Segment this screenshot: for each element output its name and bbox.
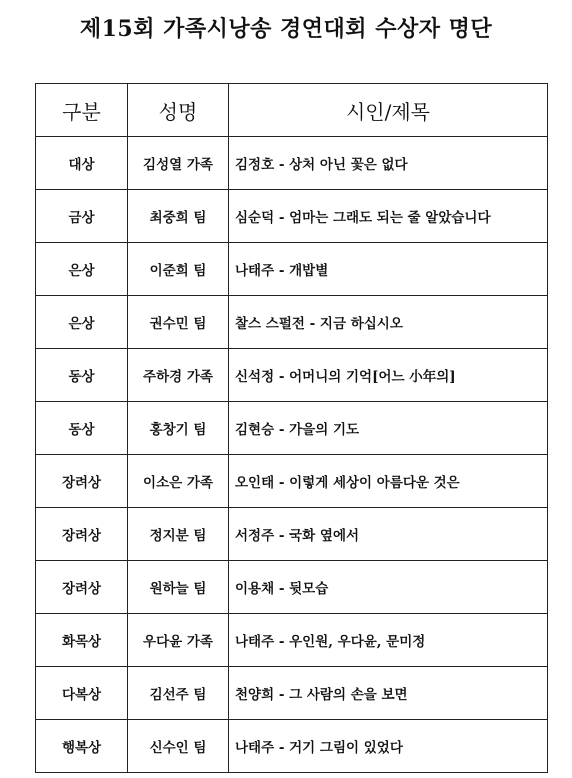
header-category: 구분 [36,84,128,137]
poem-title: 김정호 - 상처 아닌 꽃은 없다 [229,137,548,190]
award-category: 장려상 [36,508,128,561]
award-category: 장려상 [36,455,128,508]
table-row [36,349,548,402]
table-row [36,402,548,455]
table-row [36,137,548,190]
table-row [36,667,548,720]
poem-title: 나태주 - 우인원, 우다윤, 문미정 [229,614,548,667]
table-row [36,296,548,349]
winner-name: 원하늘 팀 [128,561,229,614]
award-category: 화목상 [36,614,128,667]
awards-table [35,83,548,773]
poem-title: 신석정 - 어머니의 기억[어느 小年의] [229,349,548,402]
award-category: 동상 [36,402,128,455]
poem-title: 오인태 - 이렇게 세상이 아름다운 것은 [229,455,548,508]
winner-name: 최중희 팀 [128,190,229,243]
poem-title: 천양희 - 그 사람의 손을 보면 [229,667,548,720]
award-category: 금상 [36,190,128,243]
table-row [36,614,548,667]
winner-name: 이소은 가족 [128,455,229,508]
table-row [36,561,548,614]
poem-title: 서정주 - 국화 옆에서 [229,508,548,561]
poem-title: 심순덕 - 엄마는 그래도 되는 줄 알았습니다 [229,190,548,243]
winner-name: 주하경 가족 [128,349,229,402]
award-category: 행복상 [36,720,128,773]
winner-name: 권수민 팀 [128,296,229,349]
table-row [36,243,548,296]
award-category: 은상 [36,243,128,296]
award-category: 은상 [36,296,128,349]
winner-name: 김성열 가족 [128,137,229,190]
award-category: 동상 [36,349,128,402]
winner-name: 김선주 팀 [128,667,229,720]
header-name: 성명 [128,84,229,137]
poem-title: 나태주 - 개밥별 [229,243,548,296]
winner-name: 정지분 팀 [128,508,229,561]
table-header-row [36,84,548,137]
award-category: 대상 [36,137,128,190]
table-row [36,508,548,561]
table-row [36,720,548,773]
award-category: 장려상 [36,561,128,614]
table-row [36,190,548,243]
winner-name: 우다윤 가족 [128,614,229,667]
page-title: 제15회 가족시낭송 경연대회 수상자 명단 [79,16,493,42]
table-row [36,455,548,508]
poem-title: 이용채 - 뒷모습 [229,561,548,614]
winner-name: 이준희 팀 [128,243,229,296]
award-category: 다복상 [36,667,128,720]
header-poem: 시인/제목 [229,84,548,137]
poem-title: 찰스 스펄전 - 지금 하십시오 [229,296,548,349]
poem-title: 나태주 - 거기 그림이 있었다 [229,720,548,773]
winner-name: 신수인 팀 [128,720,229,773]
winner-name: 홍창기 팀 [128,402,229,455]
poem-title: 김현승 - 가을의 기도 [229,402,548,455]
